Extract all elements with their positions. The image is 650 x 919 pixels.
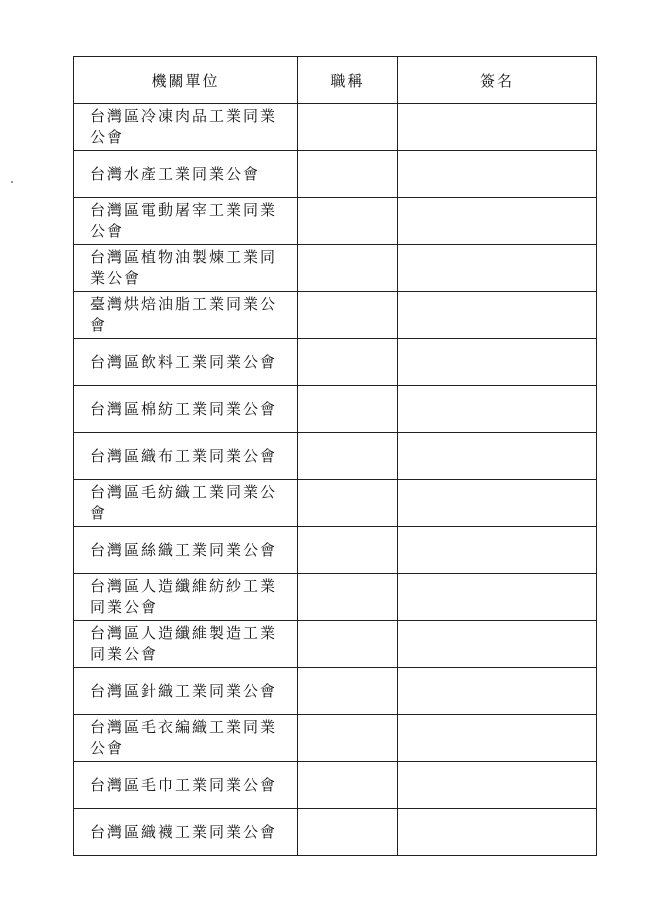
unit-name-cell: 臺灣烘焙油脂工業同業公會 [74,292,298,339]
table-row [74,668,597,715]
table-row [74,715,597,762]
signature-cell [398,527,597,574]
title-cell [298,151,398,198]
signature-cell [398,668,597,715]
signature-cell [398,762,597,809]
table-row [74,433,597,480]
title-cell [298,809,398,856]
unit-name-cell: 台灣區毛紡織工業同業公會 [74,480,298,527]
title-cell [298,574,398,621]
header-title: 職稱 [298,57,398,104]
unit-name-cell: 台灣水產工業同業公會 [74,151,298,198]
table-row [74,574,597,621]
table-row [74,480,597,527]
table-row [74,621,597,668]
sign-in-sheet [73,56,597,856]
table-row [74,245,597,292]
signature-cell [398,809,597,856]
table-row [74,339,597,386]
title-cell [298,198,398,245]
signature-cell [398,245,597,292]
signature-cell [398,151,597,198]
signature-cell [398,386,597,433]
title-cell [298,386,398,433]
unit-name-cell: 台灣區毛巾工業同業公會 [74,762,298,809]
signature-cell [398,433,597,480]
header-signature: 簽名 [398,57,597,104]
title-cell [298,339,398,386]
title-cell [298,292,398,339]
title-cell [298,621,398,668]
unit-name-cell: 台灣區毛衣編織工業同業公會 [74,715,298,762]
table-row [74,527,597,574]
unit-name-cell: 台灣區織襪工業同業公會 [74,809,298,856]
table-row [74,292,597,339]
unit-name-cell: 台灣區植物油製煉工業同業公會 [74,245,298,292]
signature-cell [398,574,597,621]
scan-speck [11,181,13,183]
table-body [74,104,597,856]
unit-name-cell: 台灣區織布工業同業公會 [74,433,298,480]
unit-name-cell: 台灣區飲料工業同業公會 [74,339,298,386]
title-cell [298,715,398,762]
unit-name-cell: 台灣區冷凍肉品工業同業公會 [74,104,298,151]
table-row [74,104,597,151]
unit-name-cell: 台灣區人造纖維製造工業同業公會 [74,621,298,668]
signature-cell [398,339,597,386]
unit-name-cell: 台灣區棉紡工業同業公會 [74,386,298,433]
title-cell [298,762,398,809]
signature-cell [398,621,597,668]
title-cell [298,245,398,292]
title-cell [298,104,398,151]
table-row [74,386,597,433]
attendance-table [73,56,597,856]
unit-name-cell: 台灣區電動屠宰工業同業公會 [74,198,298,245]
title-cell [298,527,398,574]
signature-cell [398,292,597,339]
signature-cell [398,480,597,527]
table-row [74,809,597,856]
unit-name-cell: 台灣區針織工業同業公會 [74,668,298,715]
table-header-row [74,57,597,104]
signature-cell [398,715,597,762]
title-cell [298,433,398,480]
table-row [74,151,597,198]
unit-name-cell: 台灣區人造纖維紡紗工業同業公會 [74,574,298,621]
table-row [74,762,597,809]
header-unit: 機關單位 [74,57,298,104]
unit-name-cell: 台灣區絲織工業同業公會 [74,527,298,574]
title-cell [298,668,398,715]
signature-cell [398,198,597,245]
table-row [74,198,597,245]
signature-cell [398,104,597,151]
title-cell [298,480,398,527]
